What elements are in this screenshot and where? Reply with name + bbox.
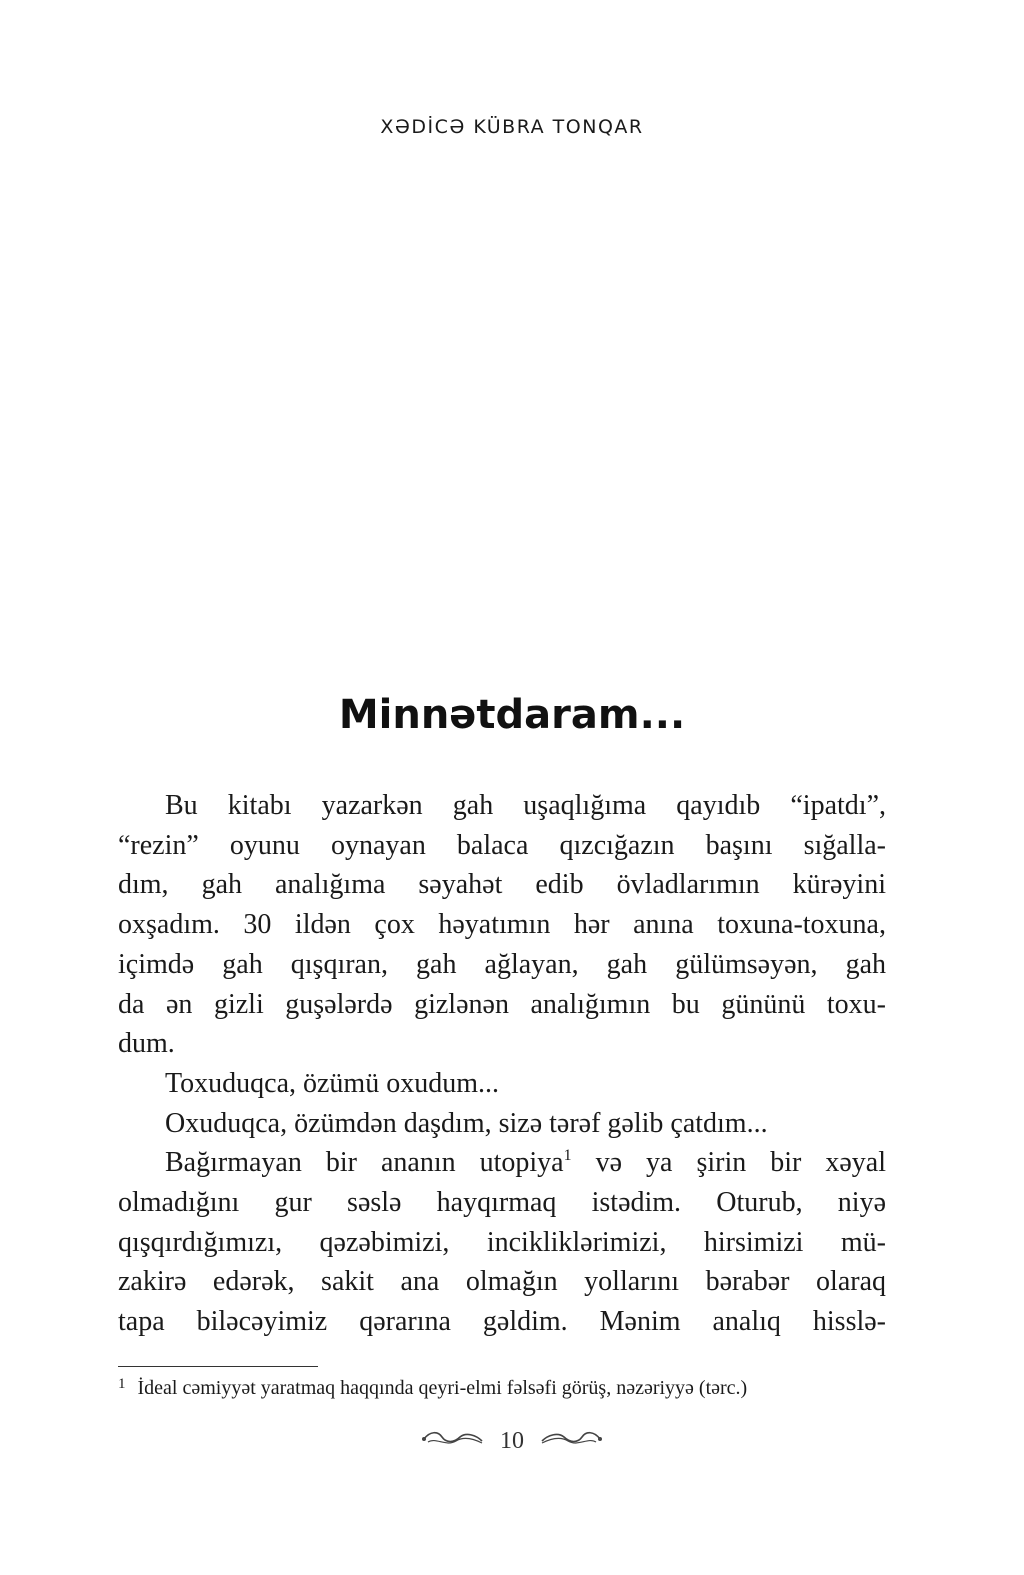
text-line: dım, gah analığıma səyahət edib övladlarımın kürəyini xyxy=(118,869,886,901)
text-line: Bu kitabı yazarkən gah uşaqlığıma qayıdıb “ipatdı”, xyxy=(165,790,886,821)
footnote-separator xyxy=(118,1366,318,1367)
right-flourish-icon xyxy=(538,1427,604,1449)
text-line: Oxuduqca, özümdən daşdım, sizə tərəf gəlib çatdım... xyxy=(165,1107,768,1139)
text-segment: və ya şirin bir xəyal xyxy=(571,1147,886,1179)
text-line: dum. xyxy=(118,1028,175,1060)
text-line xyxy=(118,1143,886,1183)
footnote xyxy=(118,1376,898,1400)
text-line: zakirə edərək, sakit ana olmağın yollarını bərabər olaraq xyxy=(118,1266,886,1298)
text-line: tapa biləcəyimiz qərarına gəldim. Mənim analıq hissl​ə- xyxy=(118,1306,886,1338)
page-footer xyxy=(0,1418,1024,1458)
text-line: olmadığını gur səslə hayqırmaq istədim. Oturub, niyə xyxy=(118,1187,886,1219)
footnote-reference: 1 xyxy=(563,1147,572,1165)
footnote-marker: 1 xyxy=(118,1376,126,1392)
paragraph-3 xyxy=(118,1104,886,1144)
text-segment: Bağırmayan bir ananın utopiya xyxy=(165,1147,564,1179)
body-text xyxy=(118,786,886,1342)
text-line: Toxuduqca, özümü oxudum... xyxy=(165,1067,499,1099)
text-line: qışqırdığımızı, qəzəbimizi, incikliklərimizi, hirsimizi mü- xyxy=(118,1226,886,1258)
paragraph-4 xyxy=(118,1143,886,1342)
left-flourish-icon xyxy=(420,1427,486,1449)
text-line: da ən gizli guşələrdə gizlənən analığımın bu gününü toxu- xyxy=(118,988,886,1020)
paragraph-1 xyxy=(118,786,886,1064)
text-line: içimdə gah qışqıran, gah ağlayan, gah gülümsəyən, gah xyxy=(118,948,886,980)
footnote-text: İdeal cəmiyyət yaratmaq haqqında qeyri-elmi fəlsəfi görüş, nəzəriyyə (tərc.) xyxy=(137,1377,748,1399)
running-header: XƏDİCƏ KÜBRA TONQAR xyxy=(380,116,644,138)
paragraph-2 xyxy=(118,1064,886,1104)
text-line: “rezin” oyunu oynayan balaca qızcığazın başını sığalla- xyxy=(118,829,886,861)
text-line: oxşadım. 30 ildən çox həyatımın hər anına toxuna-toxuna, xyxy=(118,909,886,941)
chapter-title: Minnətdaram... xyxy=(338,692,686,738)
page-number: 10 xyxy=(500,1427,524,1454)
